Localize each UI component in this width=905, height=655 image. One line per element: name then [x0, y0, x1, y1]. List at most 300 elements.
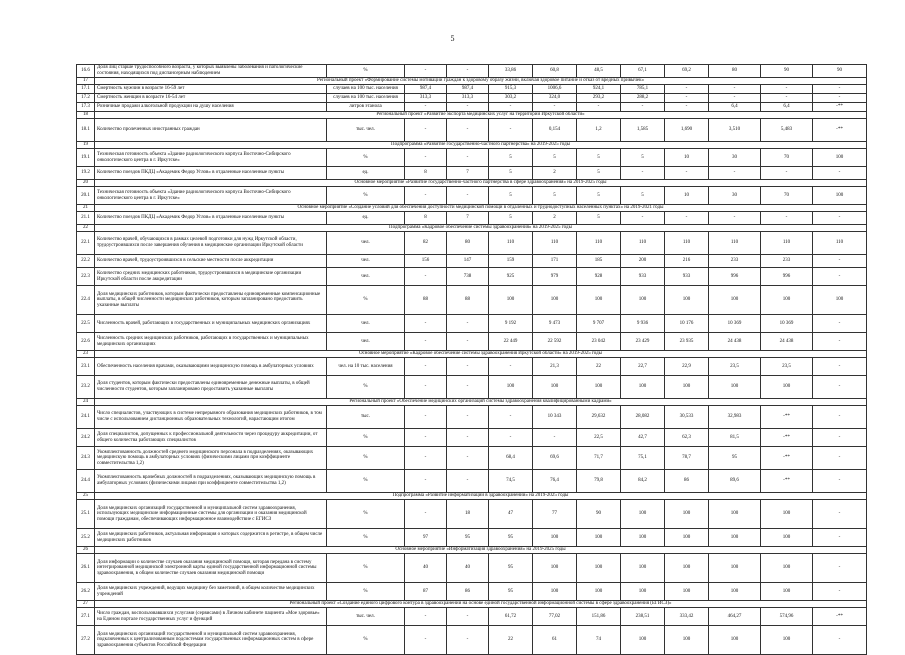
value-cell: 159 — [489, 255, 533, 268]
value-cell: - — [447, 406, 489, 429]
value-cell: 6,4 — [761, 103, 813, 112]
unit-cell: чел. — [327, 232, 405, 255]
table-row — [77, 406, 867, 429]
value-cell: - — [405, 333, 447, 351]
value-cell: 23,5 — [761, 358, 813, 376]
table-row — [77, 529, 867, 547]
value-cell: - — [405, 447, 447, 470]
value-cell: - — [405, 626, 447, 655]
value-cell: 100 — [533, 376, 577, 399]
table-row — [77, 94, 867, 103]
value-cell: 79,8 — [577, 470, 621, 493]
value-cell: 100 — [761, 500, 813, 529]
value-cell: 233 — [761, 255, 813, 268]
value-cell: 24 438 — [761, 333, 813, 351]
value-cell: 47 — [489, 500, 533, 529]
value-cell: - — [405, 500, 447, 529]
value-cell: 48,5 — [577, 65, 621, 78]
value-cell: - — [447, 447, 489, 470]
value-cell: 100 — [761, 529, 813, 547]
row-number: 24.1 — [77, 406, 95, 429]
value-cell: 100 — [577, 554, 621, 583]
value-cell: 10 369 — [709, 315, 761, 333]
table-row — [77, 500, 867, 529]
row-number: 18 — [77, 112, 95, 119]
unit-cell: % — [327, 376, 405, 399]
value-cell: 293,2 — [577, 94, 621, 103]
value-cell: - — [665, 167, 709, 180]
row-number: 21 — [77, 205, 95, 212]
value-cell: - — [761, 212, 813, 225]
value-cell: 89,6 — [709, 470, 761, 493]
value-cell: - — [405, 470, 447, 493]
value-cell: - — [405, 268, 447, 286]
section-row — [77, 142, 867, 149]
section-title: Региональный проект «Создание единого цифрового контура в здравоохранении на основе единой государственной информационной системы в сфере здравоохранения (ЕГИСЗ)» — [95, 601, 867, 608]
value-cell: 95 — [489, 554, 533, 583]
row-number: 19.2 — [77, 167, 95, 180]
value-cell: 5 — [577, 149, 621, 167]
value-cell: 60,8 — [533, 65, 577, 78]
row-number: 22.5 — [77, 315, 95, 333]
table-row — [77, 626, 867, 655]
value-cell: 100 — [665, 626, 709, 655]
value-cell: 70 — [761, 149, 813, 167]
indicator-name: Доля специалистов, допущенных к профессиональной деятельности через процедуру аккредитации, от общего количества работающих специалистов — [95, 429, 327, 447]
indicator-name: Количество врачей, обучающихся в рамках целевой подготовки для нужд Иркутской области, трудоустроившихся после завершения обучения в медицинские организации Иркутской области — [95, 232, 327, 255]
unit-cell: чел. — [327, 255, 405, 268]
value-cell: 333,42 — [665, 608, 709, 626]
value-cell: - — [665, 94, 709, 103]
section-row — [77, 601, 867, 608]
indicator-name: Численность средних медицинских работников, работающих в государственных и муниципальных медицинских организациях — [95, 333, 327, 351]
value-cell: - — [447, 65, 489, 78]
value-cell: - — [621, 212, 665, 225]
table-row — [77, 65, 867, 78]
table-row — [77, 447, 867, 470]
unit-cell: чел. — [327, 333, 405, 351]
value-cell: 110 — [577, 232, 621, 255]
section-row — [77, 399, 867, 406]
value-cell: 110 — [489, 232, 533, 255]
value-cell: 9 707 — [577, 315, 621, 333]
value-cell: - — [489, 103, 533, 112]
table-row — [77, 119, 867, 142]
value-cell: 22,9 — [665, 358, 709, 376]
value-cell: - — [813, 85, 867, 94]
table-row — [77, 358, 867, 376]
row-number: 24.2 — [77, 429, 95, 447]
value-cell: 5 — [489, 212, 533, 225]
indicator-name: Техническая готовность объекта «Здание радиологического корпуса Восточно-Сибирского онкологического центра в г. Иркутске» — [95, 149, 327, 167]
section-row — [77, 547, 867, 554]
value-cell: 5 — [621, 187, 665, 205]
indicator-name: Количество врачей, трудоустроившихся в сельские местности после аккредитации — [95, 255, 327, 268]
value-cell: 76,4 — [533, 470, 577, 493]
table-row — [77, 333, 867, 351]
value-cell: - — [813, 376, 867, 399]
value-cell: 22 592 — [533, 333, 577, 351]
value-cell: - — [813, 447, 867, 470]
value-cell: - — [405, 608, 447, 626]
value-cell: - — [405, 429, 447, 447]
value-cell: 200 — [621, 255, 665, 268]
value-cell: 100 — [533, 554, 577, 583]
value-cell: - — [447, 358, 489, 376]
value-cell: 95 — [447, 529, 489, 547]
value-cell: 100 — [577, 286, 621, 315]
value-cell: 738 — [447, 268, 489, 286]
unit-cell: тыс. чел. — [327, 608, 405, 626]
value-cell: - — [577, 103, 621, 112]
row-number: 25 — [77, 493, 95, 500]
value-cell: -** — [761, 429, 813, 447]
value-cell: -** — [761, 470, 813, 493]
unit-cell: чел. на 10 тыс. населения — [327, 358, 405, 376]
value-cell: 996 — [761, 268, 813, 286]
row-number: 23.1 — [77, 358, 95, 376]
value-cell: 238,51 — [621, 608, 665, 626]
value-cell: 100 — [621, 529, 665, 547]
value-cell: 42,7 — [621, 429, 665, 447]
unit-cell: случаев на 100 тыс. населения — [327, 85, 405, 94]
unit-cell: тыс. чел. — [327, 119, 405, 142]
indicator-name: Обеспеченность населения врачами, оказывающими медицинскую помощь в амбулаторных условиях — [95, 358, 327, 376]
value-cell: 5 — [621, 149, 665, 167]
value-cell: 22 — [577, 358, 621, 376]
value-cell: 23 042 — [577, 333, 621, 351]
value-cell: 90 — [761, 65, 813, 78]
value-cell: 30 — [709, 187, 761, 205]
row-number: 26.1 — [77, 554, 95, 583]
value-cell: 100 — [709, 626, 761, 655]
value-cell: 40 — [447, 554, 489, 583]
value-cell: - — [405, 358, 447, 376]
indicator-name: Доля лиц старше трудоспособного возраста, у которых выявлены заболевания и патологические состояния, находящихся под диспансерным наблюдением — [95, 65, 327, 78]
table-row — [77, 85, 867, 94]
section-title: Региональный проект «Обеспечение медицинских организаций системы здравоохранения квалифицированными кадрами» — [95, 399, 867, 406]
value-cell: 95 — [709, 447, 761, 470]
value-cell: 97 — [405, 529, 447, 547]
value-cell: 996 — [709, 268, 761, 286]
row-number: 19 — [77, 142, 95, 149]
value-cell: 22 449 — [489, 333, 533, 351]
value-cell: 100 — [813, 149, 867, 167]
value-cell: 78,7 — [665, 447, 709, 470]
value-cell: 10 343 — [533, 406, 577, 429]
value-cell: - — [813, 529, 867, 547]
value-cell: - — [405, 406, 447, 429]
section-row — [77, 78, 867, 85]
value-cell: 69,6 — [533, 447, 577, 470]
value-cell: - — [813, 554, 867, 583]
value-cell: 5 — [533, 187, 577, 205]
value-cell: - — [813, 315, 867, 333]
table-row — [77, 187, 867, 205]
value-cell: - — [665, 103, 709, 112]
value-cell: 1,585 — [621, 119, 665, 142]
section-title: Подпрограмма «Развитие государственно-частного партнерства» на 2019-2025 годы — [95, 142, 867, 149]
row-number: 23.2 — [77, 376, 95, 399]
row-number: 22 — [77, 225, 95, 232]
value-cell: 303,2 — [489, 94, 533, 103]
value-cell: 313,3 — [405, 94, 447, 103]
value-cell: 7 — [447, 167, 489, 180]
unit-cell: ед. — [327, 212, 405, 225]
value-cell: - — [813, 212, 867, 225]
value-cell: 82 — [405, 232, 447, 255]
row-number: 22.2 — [77, 255, 95, 268]
indicator-name: Смертность женщин в возрасте 16-54 лет — [95, 94, 327, 103]
value-cell: 100 — [813, 286, 867, 315]
table-row — [77, 167, 867, 180]
value-cell: 32,983 — [709, 406, 761, 429]
value-cell: 62,3 — [665, 429, 709, 447]
table-row — [77, 583, 867, 601]
indicator-name: Доля студентов, которым фактически предоставлены единовременные денежные выплаты, в общей численности студентов, которым запланировано предоставить указанные выплаты — [95, 376, 327, 399]
section-title: Региональный проект «Развитие экспорта медицинских услуг на территории Иркутской области» — [95, 112, 867, 119]
value-cell: - — [665, 212, 709, 225]
value-cell: 23,5 — [709, 358, 761, 376]
row-number: 24.3 — [77, 447, 95, 470]
value-cell: - — [813, 470, 867, 493]
unit-cell: % — [327, 554, 405, 583]
value-cell: 100 — [577, 376, 621, 399]
value-cell: -** — [813, 103, 867, 112]
value-cell: - — [813, 268, 867, 286]
value-cell: 68,4 — [489, 447, 533, 470]
unit-cell: % — [327, 500, 405, 529]
row-number: 22.6 — [77, 333, 95, 351]
row-number: 20.1 — [77, 187, 95, 205]
value-cell: 8 — [405, 167, 447, 180]
value-cell: - — [813, 255, 867, 268]
value-cell: 5 — [489, 167, 533, 180]
value-cell: 23 429 — [621, 333, 665, 351]
value-cell: 9 936 — [621, 315, 665, 333]
value-cell: 171 — [533, 255, 577, 268]
value-cell: - — [405, 65, 447, 78]
table-row — [77, 268, 867, 286]
value-cell: 100 — [533, 529, 577, 547]
value-cell: 80 — [709, 65, 761, 78]
value-cell: - — [621, 167, 665, 180]
indicators-table — [76, 64, 867, 655]
value-cell: - — [405, 103, 447, 112]
value-cell: - — [533, 103, 577, 112]
value-cell: 8 — [405, 212, 447, 225]
value-cell: - — [813, 583, 867, 601]
section-row — [77, 180, 867, 187]
value-cell: 5,483 — [761, 119, 813, 142]
value-cell: - — [761, 167, 813, 180]
value-cell: - — [709, 85, 761, 94]
value-cell: 2 — [533, 212, 577, 225]
indicator-name: Число граждан, воспользовавшихся услугами (сервисами) в Личном кабинете пациента «Мое здоровье» на Едином портале государственных услуг и функций — [95, 608, 327, 626]
value-cell: 10 369 — [761, 315, 813, 333]
value-cell: 100 — [621, 554, 665, 583]
value-cell: 216 — [665, 255, 709, 268]
value-cell: - — [447, 608, 489, 626]
value-cell: - — [447, 119, 489, 142]
value-cell: 1,690 — [665, 119, 709, 142]
value-cell: 100 — [665, 376, 709, 399]
value-cell: 21,3 — [533, 358, 577, 376]
section-title: Основное мероприятие «Кадровое обеспечение системы здравоохранения Иркутской области» на 2019-2025 годы — [95, 351, 867, 358]
value-cell: 7 — [447, 212, 489, 225]
table-row — [77, 470, 867, 493]
value-cell: 100 — [761, 376, 813, 399]
value-cell: 100 — [577, 529, 621, 547]
row-number: 25.2 — [77, 529, 95, 547]
indicator-name: Доля медицинских работников, актуальная информация о которых содержится в регистре, в общем числе медицинских работников — [95, 529, 327, 547]
table-row — [77, 376, 867, 399]
value-cell: 151,86 — [577, 608, 621, 626]
value-cell: 100 — [709, 376, 761, 399]
row-number: 19.1 — [77, 149, 95, 167]
row-number: 17.3 — [77, 103, 95, 112]
section-row — [77, 493, 867, 500]
value-cell: - — [489, 119, 533, 142]
value-cell: 87 — [405, 583, 447, 601]
value-cell: 10 — [665, 149, 709, 167]
indicator-name: Количество поездов ПКДЦ «Академик Федор Углов» в отдаленные населенные пункты — [95, 212, 327, 225]
value-cell: -** — [813, 119, 867, 142]
value-cell: 156 — [405, 255, 447, 268]
value-cell: - — [447, 103, 489, 112]
value-cell: 100 — [761, 286, 813, 315]
value-cell: - — [447, 333, 489, 351]
value-cell: 28,082 — [621, 406, 665, 429]
value-cell: - — [405, 149, 447, 167]
value-cell: 22,7 — [621, 358, 665, 376]
value-cell: - — [405, 315, 447, 333]
unit-cell: % — [327, 470, 405, 493]
row-number: 25.1 — [77, 500, 95, 529]
unit-cell: чел. — [327, 315, 405, 333]
value-cell: 110 — [665, 232, 709, 255]
value-cell: 81,5 — [709, 429, 761, 447]
table-row — [77, 608, 867, 626]
unit-cell: % — [327, 429, 405, 447]
value-cell: 785,1 — [621, 85, 665, 94]
value-cell: 90 — [813, 65, 867, 78]
indicator-name: Смертность мужчин в возрасте 16-59 лет — [95, 85, 327, 94]
value-cell: -** — [761, 406, 813, 429]
value-cell: - — [709, 167, 761, 180]
value-cell: 69,2 — [665, 65, 709, 78]
value-cell: 147 — [447, 255, 489, 268]
value-cell: - — [665, 85, 709, 94]
value-cell: 77,02 — [533, 608, 577, 626]
value-cell: 40 — [405, 554, 447, 583]
indicator-name: Количество поездов ПКДЦ «Академик Федор Углов» в отдаленные населенные пункты — [95, 167, 327, 180]
value-cell: 10 — [665, 187, 709, 205]
value-cell: 324,0 — [533, 94, 577, 103]
value-cell: 84,2 — [621, 470, 665, 493]
indicator-name: Количество пролеченных иностранных граждан — [95, 119, 327, 142]
value-cell: 933 — [621, 268, 665, 286]
value-cell: - — [813, 429, 867, 447]
value-cell: - — [709, 212, 761, 225]
row-number: 20 — [77, 180, 95, 187]
value-cell: 88 — [405, 286, 447, 315]
value-cell: - — [489, 406, 533, 429]
value-cell: 2 — [533, 167, 577, 180]
indicator-name: Розничные продажи алкогольной продукции на душу населения — [95, 103, 327, 112]
page-number: 5 — [450, 34, 455, 43]
table-row — [77, 103, 867, 112]
unit-cell: тыс. — [327, 406, 405, 429]
value-cell: 5 — [489, 149, 533, 167]
value-cell: - — [813, 358, 867, 376]
section-row — [77, 205, 867, 212]
row-number: 27.2 — [77, 626, 95, 655]
row-number: 22.3 — [77, 268, 95, 286]
value-cell: 22 — [489, 626, 533, 655]
value-cell: - — [761, 85, 813, 94]
value-cell: 100 — [709, 529, 761, 547]
value-cell: 574,96 — [761, 608, 813, 626]
value-cell: - — [813, 333, 867, 351]
table-row — [77, 554, 867, 583]
row-number: 26.2 — [77, 583, 95, 601]
value-cell: 22,5 — [577, 429, 621, 447]
table-row — [77, 255, 867, 268]
value-cell: 24 438 — [709, 333, 761, 351]
value-cell: 77 — [533, 500, 577, 529]
value-cell: 6,4 — [709, 103, 761, 112]
section-row — [77, 225, 867, 232]
row-number: 23 — [77, 351, 95, 358]
row-number: 24.4 — [77, 470, 95, 493]
value-cell: 915,3 — [489, 85, 533, 94]
value-cell: 5 — [489, 187, 533, 205]
value-cell: - — [447, 429, 489, 447]
table-row — [77, 315, 867, 333]
value-cell: 95 — [489, 529, 533, 547]
indicator-name: Число специалистов, участвующих в системе непрерывного образования медицинских работников, в том числе с использованием дистанционных образовательных технологий, нарастающим итогом — [95, 406, 327, 429]
row-number: 21.1 — [77, 212, 95, 225]
value-cell: 61 — [533, 626, 577, 655]
row-number: 18.1 — [77, 119, 95, 142]
value-cell: 74,5 — [489, 470, 533, 493]
table-row — [77, 429, 867, 447]
value-cell: 979 — [533, 268, 577, 286]
table-row — [77, 212, 867, 225]
value-cell: 100 — [533, 583, 577, 601]
value-cell: - — [761, 94, 813, 103]
value-cell: 100 — [761, 583, 813, 601]
value-cell: -** — [813, 608, 867, 626]
value-cell: 9 473 — [533, 315, 577, 333]
value-cell: 925 — [489, 268, 533, 286]
value-cell: 100 — [709, 286, 761, 315]
value-cell: -** — [761, 447, 813, 470]
value-cell: 95 — [489, 583, 533, 601]
value-cell: 313,3 — [447, 94, 489, 103]
value-cell: 9 192 — [489, 315, 533, 333]
unit-cell: % — [327, 286, 405, 315]
value-cell: 100 — [533, 286, 577, 315]
value-cell: 0,154 — [533, 119, 577, 142]
value-cell: 75,1 — [621, 447, 665, 470]
row-number: 17.1 — [77, 85, 95, 94]
value-cell: - — [813, 406, 867, 429]
value-cell: 5 — [577, 167, 621, 180]
table-row — [77, 286, 867, 315]
value-cell: 71,7 — [577, 447, 621, 470]
